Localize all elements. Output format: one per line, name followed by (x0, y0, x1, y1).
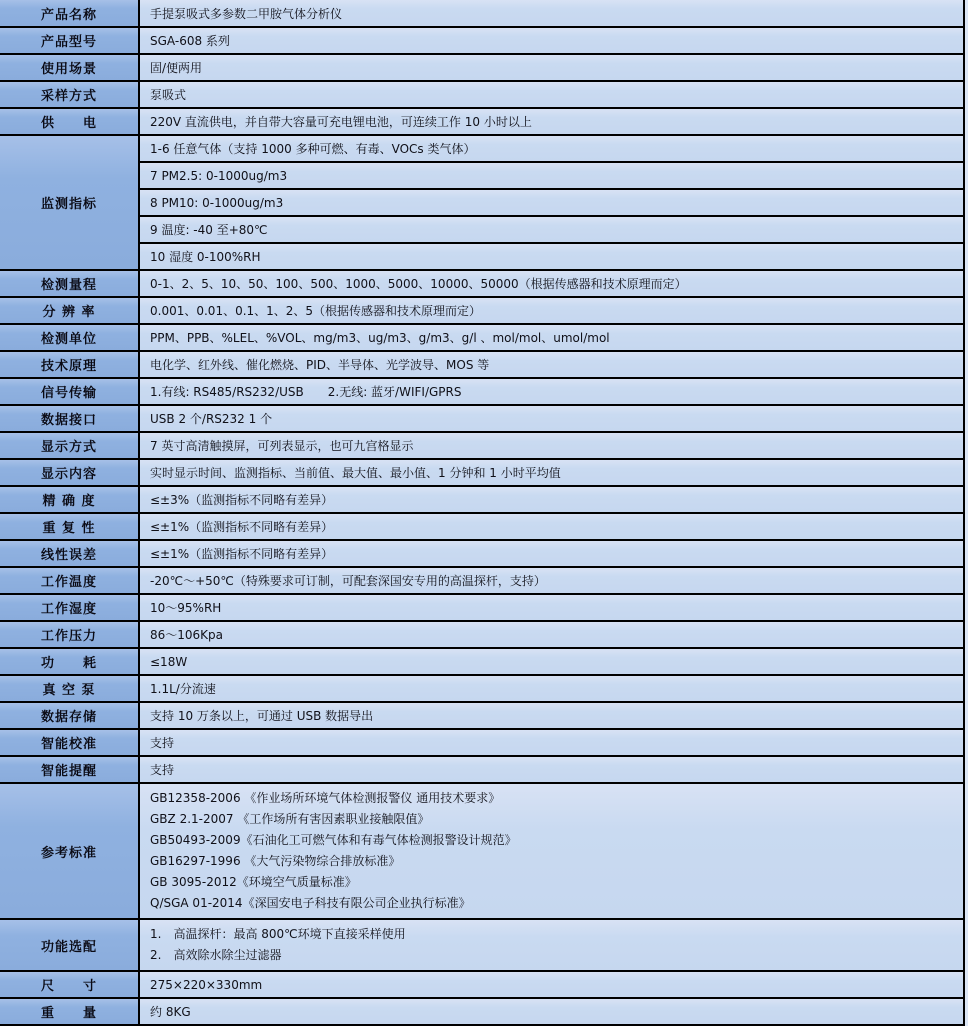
spec-value: 0.001、0.01、0.1、1、2、5（根据传感器和技术原理而定） (139, 297, 964, 324)
spec-row-vacuum-pump (0, 675, 964, 702)
spec-row-display-mode (0, 432, 964, 459)
standard-line: GBZ 2.1-2007 《工作场所有害因素职业接触限值》 (150, 812, 430, 826)
spec-row-smart-reminder (0, 756, 964, 783)
spec-value: 支持 (139, 729, 964, 756)
spec-row-working-humidity (0, 594, 964, 621)
spec-value: 实时显示时间、监测指标、当前值、最大值、最小值、1 分钟和 1 小时平均值 (139, 459, 964, 486)
spec-value: 0-1、2、5、10、50、100、500、1000、5000、10000、50000（根据传感器和技术原理而定） (139, 270, 964, 297)
spec-value: 手提泵吸式多参数二甲胺气体分析仪 (139, 0, 964, 27)
spec-row-usage-scene (0, 54, 964, 81)
spec-row-power-supply (0, 108, 964, 135)
spec-row-working-pressure (0, 621, 964, 648)
spec-label: 智能提醒 (0, 756, 139, 783)
spec-label: 数据接口 (0, 405, 139, 432)
spec-row-display-content (0, 459, 964, 486)
spec-row-dimensions (0, 971, 964, 998)
spec-value: 支持 10 万条以上，可通过 USB 数据导出 (139, 702, 964, 729)
spec-label: 功 耗 (0, 648, 139, 675)
spec-label: 分 辨 率 (0, 297, 139, 324)
spec-value: ≤±1%（监测指标不同略有差异） (139, 513, 964, 540)
spec-label: 真 空 泵 (0, 675, 139, 702)
spec-row-smart-calibration (0, 729, 964, 756)
spec-row-product-model (0, 27, 964, 54)
spec-value: 泵吸式 (139, 81, 964, 108)
spec-row-repeatability (0, 513, 964, 540)
spec-label: 数据存储 (0, 702, 139, 729)
spec-value: 7 PM2.5: 0-1000ug/m3 (139, 162, 964, 189)
spec-value: 10～95%RH (139, 594, 964, 621)
spec-row-optional-features (0, 919, 964, 971)
spec-label: 显示方式 (0, 432, 139, 459)
spec-label: 线性误差 (0, 540, 139, 567)
spec-label: 监测指标 (0, 135, 139, 270)
spec-row-tech-principle (0, 351, 964, 378)
spec-value: 约 8KG (139, 998, 964, 1025)
spec-row-monitor-item-5 (0, 243, 964, 270)
spec-value: ≤±3%（监测指标不同略有差异） (139, 486, 964, 513)
standard-line: GB16297-1996 《大气污染物综合排放标准》 (150, 854, 401, 868)
spec-row-monitor-item-1 (0, 135, 964, 162)
spec-row-data-interface (0, 405, 964, 432)
spec-row-resolution (0, 297, 964, 324)
spec-row-weight (0, 998, 964, 1025)
spec-label: 重 量 (0, 998, 139, 1025)
spec-label: 技术原理 (0, 351, 139, 378)
spec-label: 采样方式 (0, 81, 139, 108)
spec-value: 220V 直流供电，并自带大容量可充电锂电池，可连续工作 10 小时以上 (139, 108, 964, 135)
spec-label: 工作温度 (0, 567, 139, 594)
spec-label: 产品型号 (0, 27, 139, 54)
spec-row-detect-range (0, 270, 964, 297)
spec-row-detect-unit (0, 324, 964, 351)
spec-row-monitor-item-2 (0, 162, 964, 189)
spec-row-monitor-item-4 (0, 216, 964, 243)
spec-label: 产品名称 (0, 0, 139, 27)
spec-label: 尺 寸 (0, 971, 139, 998)
option-line: 1. 高温探杆：最高 800℃环境下直接采样使用 (150, 927, 406, 941)
spec-row-working-temperature (0, 567, 964, 594)
spec-value: 8 PM10: 0-1000ug/m3 (139, 189, 964, 216)
standard-line: GB50493-2009《石油化工可燃气体和有毒气体检测报警设计规范》 (150, 833, 517, 847)
standard-line: GB12358-2006 《作业场所环境气体检测报警仪 通用技术要求》 (150, 791, 501, 805)
spec-row-data-storage (0, 702, 964, 729)
spec-value: -20℃～+50℃（特殊要求可订制，可配套深国安专用的高温探杆，支持） (139, 567, 964, 594)
spec-label: 信号传输 (0, 378, 139, 405)
standard-line: GB 3095-2012《环境空气质量标准》 (150, 875, 357, 889)
standard-line: Q/SGA 01-2014《深国安电子科技有限公司企业执行标准》 (150, 896, 471, 910)
spec-label: 重 复 性 (0, 513, 139, 540)
spec-value: 电化学、红外线、催化燃烧、PID、半导体、光学波导、MOS 等 (139, 351, 964, 378)
spec-value (139, 919, 964, 971)
spec-value: USB 2 个/RS232 1 个 (139, 405, 964, 432)
spec-value: 1-6 任意气体（支持 1000 多种可燃、有毒、VOCs 类气体） (139, 135, 964, 162)
spec-row-monitor-item-3 (0, 189, 964, 216)
spec-row-sampling-method (0, 81, 964, 108)
spec-value: SGA-608 系列 (139, 27, 964, 54)
spec-label: 功能选配 (0, 919, 139, 971)
spec-value: ≤18W (139, 648, 964, 675)
spec-value: 86～106Kpa (139, 621, 964, 648)
spec-label: 工作湿度 (0, 594, 139, 621)
spec-row-accuracy (0, 486, 964, 513)
spec-label: 使用场景 (0, 54, 139, 81)
spec-value: 1.1L/分流速 (139, 675, 964, 702)
spec-value: 固/便两用 (139, 54, 964, 81)
spec-label: 检测量程 (0, 270, 139, 297)
spec-value: 9 温度: -40 至+80℃ (139, 216, 964, 243)
option-line: 2. 高效除水除尘过滤器 (150, 948, 282, 962)
spec-row-power-consumption (0, 648, 964, 675)
spec-value: 7 英寸高清触摸屏，可列表显示，也可九宫格显示 (139, 432, 964, 459)
spec-label: 检测单位 (0, 324, 139, 351)
spec-row-product-name (0, 0, 964, 27)
spec-label: 精 确 度 (0, 486, 139, 513)
spec-label: 供 电 (0, 108, 139, 135)
spec-value: 1.有线: RS485/RS232/USB 2.无线: 蓝牙/WIFI/GPRS (139, 378, 964, 405)
spec-label: 智能校准 (0, 729, 139, 756)
spec-value: PPM、PPB、%LEL、%VOL、mg/m3、ug/m3、g/m3、g/l 、mol/mol、umol/mol (139, 324, 964, 351)
spec-row-reference-standards (0, 783, 964, 919)
spec-value (139, 783, 964, 919)
spec-row-linearity-error (0, 540, 964, 567)
spec-label: 显示内容 (0, 459, 139, 486)
spec-value: 支持 (139, 756, 964, 783)
spec-value: ≤±1%（监测指标不同略有差异） (139, 540, 964, 567)
spec-value: 10 湿度 0-100%RH (139, 243, 964, 270)
spec-value: 275×220×330mm (139, 971, 964, 998)
spec-label: 工作压力 (0, 621, 139, 648)
spec-label: 参考标准 (0, 783, 139, 919)
spec-row-signal-transmission (0, 378, 964, 405)
